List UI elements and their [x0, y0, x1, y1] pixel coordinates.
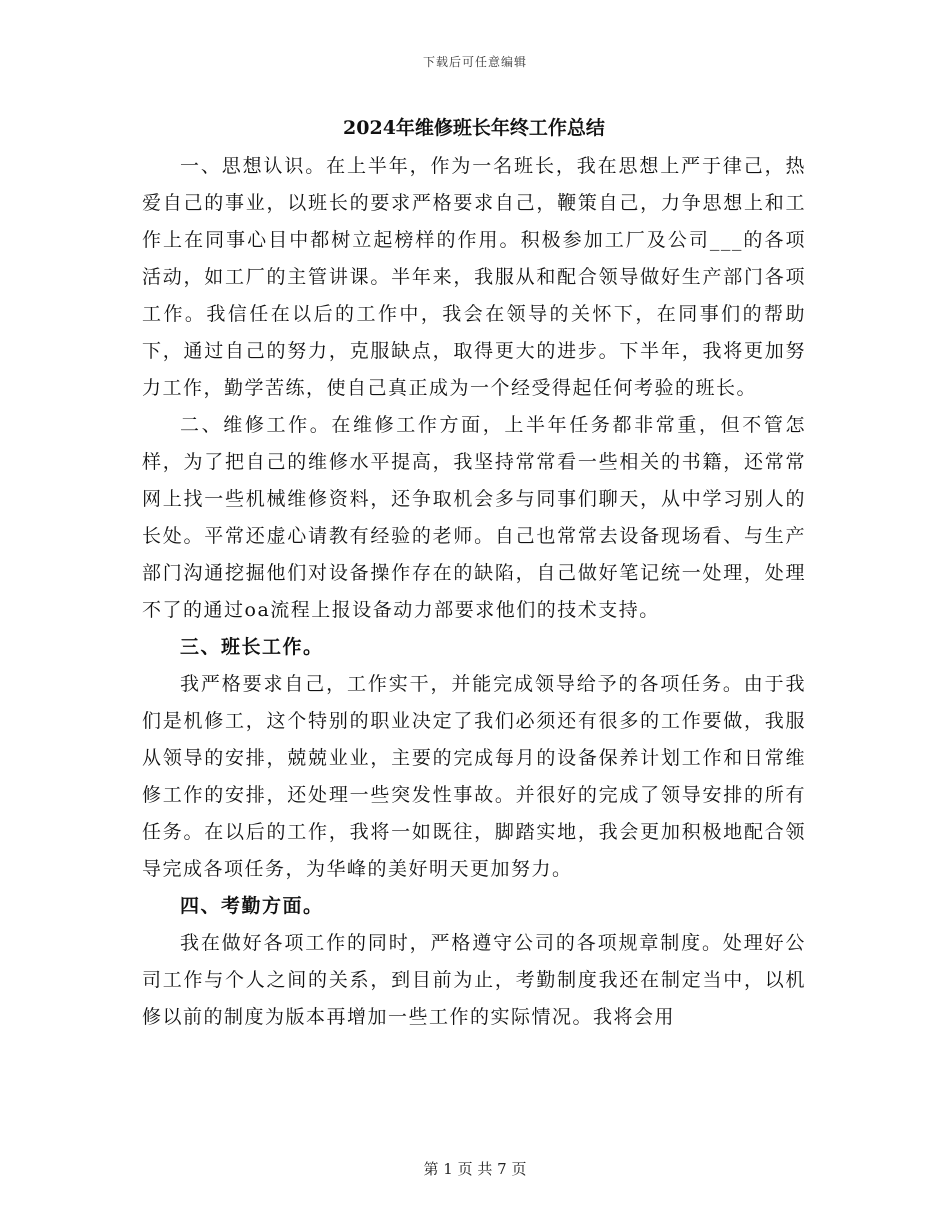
document-body: [142, 112, 806, 1036]
section-thinking-paragraph: 一、思想认识。在上半年，作为一名班长，我在思想上严于律己，热爱自己的事业，以班长的要求严格要求自己，鞭策自己，力争思想上和工作上在同事心目中都树立起榜样的作用。积极参加工厂及公司___的各项活动，如工厂的主管讲课。半年来，我服从和配合领导做好生产部门各项工作。我信任在以后的工作中，我会在领导的关怀下，在同事们的帮助下，通过自己的努力，克服缺点，取得更大的进步。下半年，我将更加努力工作，勤学苦练，使自己真正成为一个经受得起任何考验的班长。: [142, 155, 806, 399]
page-number-footer: 第 1 页 共 7 页: [423, 1160, 527, 1178]
section-leader-paragraph: 我严格要求自己，工作实干，并能完成领导给予的各项任务。由于我们是机修工，这个特别的职业决定了我们必须还有很多的工作要做，我服从领导的安排，兢兢业业，主要的完成每月的设备保养计划工作和日常维修工作的安排，还处理一些突发性事故。并很好的完成了领导安排的所有任务。在以后的工作，我将一如既往，脚踏实地，我会更加积极地配合领导完成各项任务，为华峰的美好明天更加努力。: [142, 673, 806, 880]
document-title: 2024年维修班长年终工作总结: [343, 117, 605, 139]
section-repair-paragraph: 二、维修工作。在维修工作方面，上半年任务都非常重，但不管怎样，为了把自己的维修水平提高，我坚持常常看一些相关的书籍，还常常网上找一些机械维修资料，还争取机会多与同事们聊天，从中学习别人的长处。平常还虚心请教有经验的老师。自己也常常去设备现场看、与生产部门沟通挖掘他们对设备操作存在的缺陷，自己做好笔记统一处理，处理不了的通过oa流程上报设备动力部要求他们的技术支持。: [142, 414, 806, 621]
section-attendance-heading: 四、考勤方面。: [180, 895, 324, 917]
page-header-note: 下载后可任意编辑: [422, 55, 527, 69]
section-attendance-paragraph: 我在做好各项工作的同时，严格遵守公司的各项规章制度。处理好公司工作与个人之间的关系，到目前为止，考勤制度我还在制定当中，以机修以前的制度为版本再增加一些工作的实际情况。我将会用: [142, 932, 806, 1028]
section-leader-heading: 三、班长工作。: [180, 636, 324, 658]
